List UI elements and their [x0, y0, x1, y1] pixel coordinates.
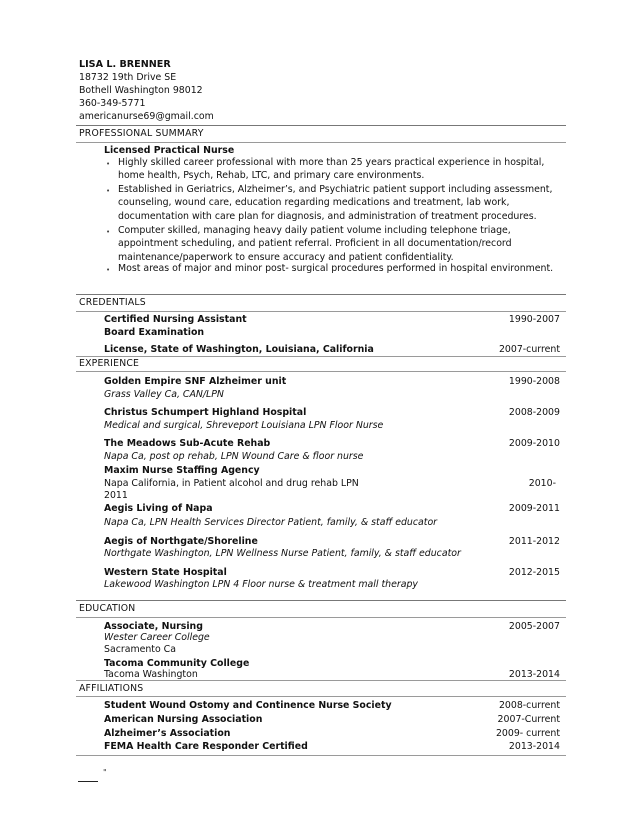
employment-date: 1990-2008 — [508, 376, 560, 387]
employment-date: 2008-2009 — [508, 407, 560, 418]
section-divider — [76, 142, 566, 143]
employment-date: 2009-2011 — [508, 503, 560, 514]
employment-date: 2009-2010 — [508, 438, 560, 449]
credential-subtitle: Board Examination — [104, 327, 205, 338]
education-heading: EDUCATION — [79, 603, 136, 614]
email-address: americanurse69@gmail.com — [79, 111, 214, 122]
experience-heading: EXPERIENCE — [79, 358, 140, 369]
affiliation-date: 2008-current — [498, 700, 560, 711]
bullet-icon: • — [106, 187, 111, 195]
employment-detail: Napa Ca, LPN Health Services Director Patient, family, & staff educator — [104, 517, 438, 528]
summary-bullet: Highly skilled career professional with more than 25 years practical experience in hospital, home health, Psych, Rehab, LTC, and primary care environments. — [118, 157, 545, 182]
affiliation-name: Alzheimer’s Association — [104, 728, 231, 739]
employer-name: The Meadows Sub-Acute Rehab — [104, 438, 271, 449]
bullet-icon: • — [106, 228, 111, 236]
employment-detail: Lakewood Washington LPN 4 Floor nurse & treatment mall therapy — [104, 579, 418, 590]
section-divider — [76, 600, 566, 601]
employer-name: Golden Empire SNF Alzheimer unit — [104, 376, 287, 387]
summary-title: Licensed Practical Nurse — [104, 145, 235, 156]
applicant-name: LISA L. BRENNER — [79, 59, 171, 70]
school-location: Sacramento Ca — [104, 644, 176, 655]
section-divider — [76, 680, 566, 681]
credential-date: 1990-2007 — [508, 314, 560, 325]
affiliation-name: Student Wound Ostomy and Continence Nurse Society — [104, 700, 392, 711]
city-address: Bothell Washington 98012 — [79, 85, 203, 96]
phone-number: 360-349-5771 — [79, 98, 146, 109]
employment-detail: Napa California, in Patient alcohol and drug rehab LPN — [104, 478, 359, 489]
section-divider — [76, 294, 566, 295]
street-address: 18732 19th Drive SE — [79, 72, 177, 83]
section-divider — [76, 125, 566, 126]
education-date: 2005-2007 — [508, 621, 560, 632]
employment-date: 2010- — [528, 478, 556, 489]
employer-name: Maxim Nurse Staffing Agency — [104, 465, 260, 476]
affiliation-date: 2007-Current — [497, 714, 560, 725]
summary-bullet: Computer skilled, managing heavy daily patient volume including telephone triage, appointment scheduling, and patient referral. Proficient in all documentation/record maintenance/paperwork to ensure accuracy and patient confidentiality. — [118, 225, 512, 263]
affiliation-date: 2013-2014 — [508, 741, 560, 752]
section-divider — [76, 755, 566, 756]
credential-date: 2007-current — [498, 344, 560, 355]
bullet-icon: • — [106, 160, 111, 168]
employment-detail: Grass Valley Ca, CAN/LPN — [104, 389, 224, 400]
degree-title: Associate, Nursing — [104, 621, 203, 632]
credentials-heading: CREDENTIALS — [79, 297, 146, 308]
credential-title: Certified Nursing Assistant — [104, 314, 247, 325]
summary-bullet: Most areas of major and minor post- surgical procedures performed in hospital environment. — [118, 263, 554, 274]
school-name: Tacoma Community College — [104, 658, 250, 669]
summary-bullet: Established in Geriatrics, Alzheimer’s, and Psychiatric patient support including assessment, counseling, wound care, education regarding medications and treatment, lab work, documentation with care plan for diagnosis, and administration of treatment procedures. — [118, 184, 553, 222]
employment-detail: Medical and surgical, Shreveport Louisiana LPN Floor Nurse — [104, 420, 384, 431]
school-name: Wester Career College — [104, 632, 210, 643]
section-divider — [76, 696, 566, 697]
employment-detail: Northgate Washington, LPN Wellness Nurse Patient, family, & staff educator — [104, 548, 461, 559]
employment-detail-continued: 2011 — [104, 490, 128, 501]
employer-name: Christus Schumpert Highland Hospital — [104, 407, 307, 418]
affiliation-name: American Nursing Association — [104, 714, 263, 725]
affiliation-date: 2009- current — [495, 728, 560, 739]
section-divider — [76, 311, 566, 312]
employer-name: Aegis of Northgate/Shoreline — [104, 536, 258, 547]
school-location: Tacoma Washington — [104, 669, 198, 680]
footer-mark: " — [103, 768, 107, 777]
employer-name: Western State Hospital — [104, 567, 227, 578]
section-divider — [76, 371, 566, 372]
affiliations-heading: AFFILIATIONS — [79, 683, 144, 694]
affiliation-name: FEMA Health Care Responder Certified — [104, 741, 308, 752]
credential-title: License, State of Washington, Louisiana, California — [104, 344, 374, 355]
employment-date: 2012-2015 — [508, 567, 560, 578]
footer-line — [78, 781, 98, 782]
summary-heading: PROFESSIONAL SUMMARY — [79, 128, 204, 139]
bullet-icon: • — [106, 266, 111, 274]
education-date: 2013-2014 — [508, 669, 560, 680]
employer-name: Aegis Living of Napa — [104, 503, 213, 514]
section-divider — [76, 356, 566, 357]
employment-detail: Napa Ca, post op rehab, LPN Wound Care & floor nurse — [104, 451, 364, 462]
employment-date: 2011-2012 — [508, 536, 560, 547]
section-divider — [76, 617, 566, 618]
